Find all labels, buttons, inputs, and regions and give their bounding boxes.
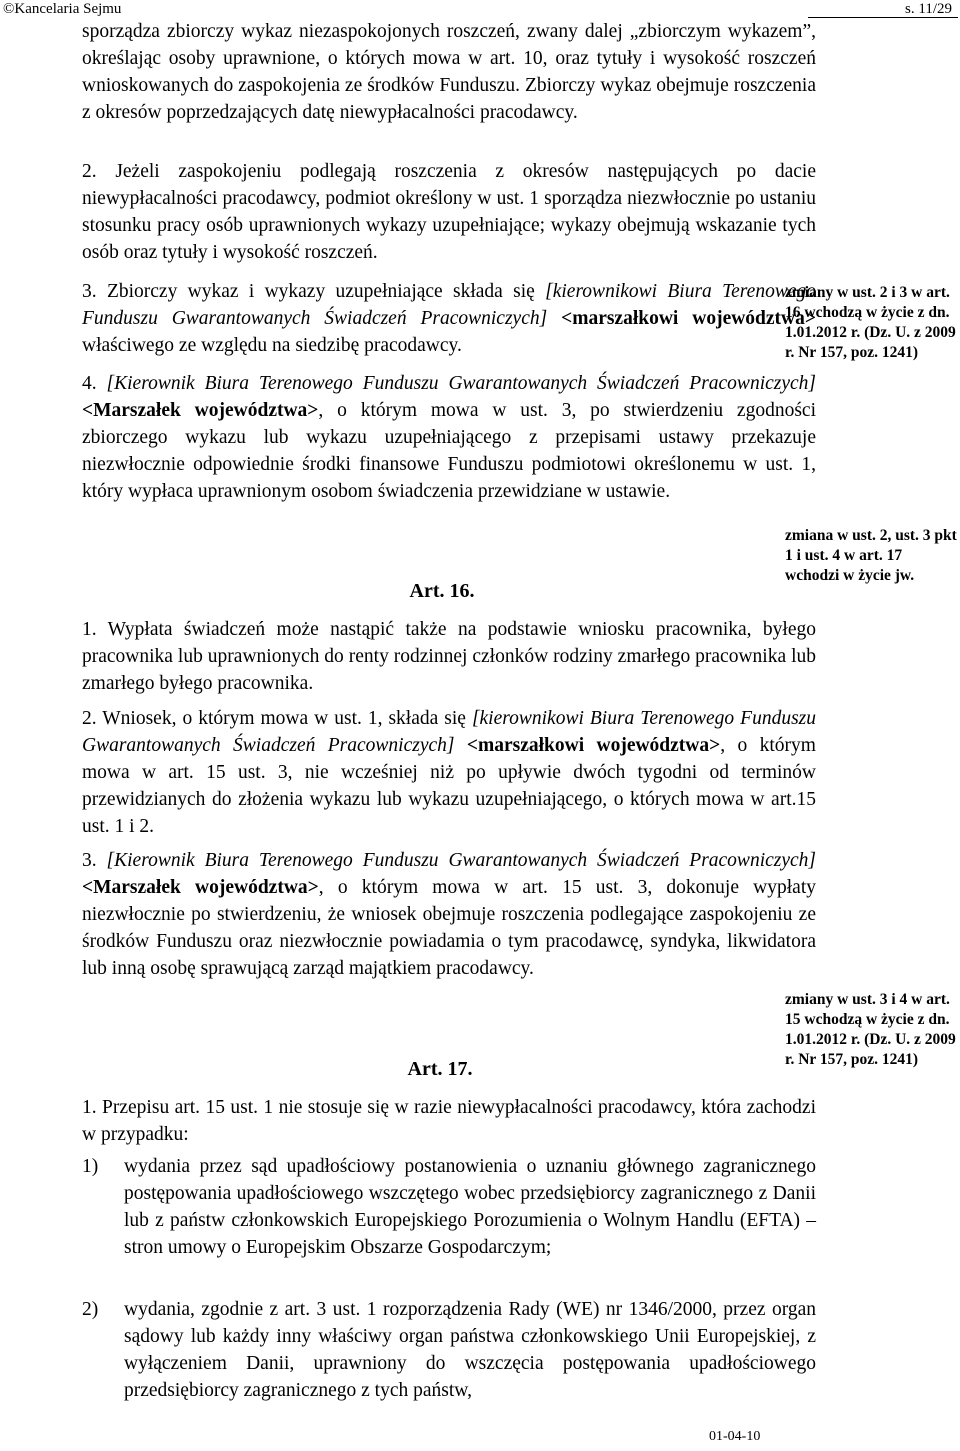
paragraph-art15-ust3-part-b: [kierownikowi Biura Terenowego Funduszu Gwarantowanych Świadczeń Pracowniczych] [82, 281, 816, 329]
paragraph-art16-ust3-part-a: 3. [82, 850, 107, 871]
margin-note: zmiany w ust. 3 i 4 w art. 15 wchodzą w życie z dn. 1.01.2012 r. (Dz. U. z 2009 r. Nr 157, poz. 1241) [785, 991, 956, 1068]
list-item-text: wydania przez sąd upadłościowy postanowienia o uznaniu głównego zagranicznego postępowania upadłościowego wszczętego wobec przedsiębiorcy zagranicznego z Danii lub z państw członkowskich Europejskiego Porozumienia o Wolnym Handlu (EFTA) – stron umowy o Europejskim Obszarze Gospodarczym; [124, 1156, 816, 1258]
paragraph-art16-ust3-part-b: [Kierownik Biura Terenowego Funduszu Gwarantowanych Świadczeń Pracowniczych] [106, 850, 817, 871]
paragraph-continuation: sporządza zbiorczy wykaz niezaspokojonych roszczeń, zwany dalej „zbiorczym wykazem”, określając osoby uprawnione, o których mowa w art. 10, oraz tytuły i wysokość roszczeń wnioskowanych do zaspokojenia ze środków Funduszu. Zbiorczy wykaz obejmuje roszczenia z okresów poprzedzających datę niewypłacalności pracodawcy. [82, 21, 816, 123]
paragraph-art15-ust3-part-a: 3. Zbiorczy wykaz i wykazy uzupełniające składa się [82, 281, 546, 302]
paragraph-art16-ust1: 1. Wypłata świadczeń może nastąpić także na podstawie wniosku pracownika, byłego pracownika lub uprawnionych do renty rodzinnej członków rodziny zmarłego pracownika lub zmarłego byłego pracownika. [82, 619, 816, 694]
paragraph-art15-ust4-part-d: , o którym mowa w ust. 3, po stwierdzeniu zgodności zbiorczego wykazu lub wykazu uzupełniającego z przepisami ustawy przekazuje niezwłocznie odpowiednie środki finansowe Funduszu podmiotowi określonemu w ust. 1, który wypłaca uprawnionym osobom świadczenia przewidziane w ustawie. [82, 400, 816, 502]
paragraph-art16-ust3-part-d: , o którym mowa w art. 15 ust. 3, dokonuje wypłaty niezwłocznie po stwierdzeniu, że wniosek obejmuje roszczenia podlegające zaspokojeniu ze środków Funduszu oraz niezwłocznie powiadamia o tym pracodawcę, syndyka, likwidatora lub inną osobę sprawującą zarząd majątkiem pracodawcy. [82, 877, 816, 979]
paragraph-art17-ust1: 1. Przepisu art. 15 ust. 1 nie stosuje się w razie niewypłacalności pracodawcy, która zachodzi w przypadku: [82, 1097, 816, 1145]
paragraph-art15-ust4-part-b: [Kierownik Biura Terenowego Funduszu Gwarantowanych Świadczeń Pracowniczych] [106, 373, 817, 394]
footer-date: 01-04-10 [709, 1429, 761, 1444]
paragraph-art16-ust3 [82, 847, 816, 982]
margin-note: zmiany w ust. 2 i 3 w art. 16 wchodzą w życie z dn. 1.01.2012 r. (Dz. U. z 2009 r. Nr 157, poz. 1241) [785, 284, 956, 361]
list-item-number: 1) [82, 1156, 99, 1177]
header-copyright: ©Kancelaria Sejmu [3, 1, 122, 17]
paragraph-art15-ust2: 2. Jeżeli zaspokojeniu podlegają roszczenia z okresów następujących po dacie niewypłacalności pracodawcy, podmiot określony w ust. 1 sporządza niezwłocznie po ustaniu stosunku pracy osób uprawnionych wykazy uzupełniające; wykazy obejmują wskazanie tych osób oraz tytuły i wysokość roszczeń. [82, 161, 816, 263]
paragraph-art16-ust2 [82, 705, 816, 840]
article-16-heading: Art. 16. [409, 580, 475, 602]
header-rule [808, 17, 958, 18]
paragraph-art15-ust4-part-a: 4. [82, 373, 107, 394]
paragraph-art15-ust3-part-c: <marszałkowi województwa> [547, 308, 816, 329]
list-item-number: 2) [82, 1299, 99, 1320]
header-page-number: s. 11/29 [905, 1, 952, 17]
paragraph-art15-ust4 [82, 370, 816, 505]
paragraph-art16-ust2-part-d: , o którym mowa w art. 15 ust. 3, nie wcześniej niż po upływie dwóch tygodni od terminów przewidzianych do złożenia wykazu lub wykazu uzupełniającego, o których mowa w art.15 ust. 1 i 2. [82, 735, 816, 837]
paragraph-art16-ust2-part-c: <marszałkowi województwa> [454, 735, 721, 756]
paragraph-art16-ust2-part-b: [kierownikowi Biura Terenowego Funduszu Gwarantowanych Świadczeń Pracowniczych] [82, 708, 816, 756]
paragraph-art16-ust3-part-c: <Marszałek województwa> [82, 877, 319, 898]
paragraph-art15-ust4-part-c: <Marszałek województwa> [82, 400, 319, 421]
paragraph-art16-ust2-part-a: 2. Wniosek, o którym mowa w ust. 1, składa się [82, 708, 472, 729]
margin-note: zmiana w ust. 2, ust. 3 pkt 1 i ust. 4 w art. 17 wchodzi w życie jw. [785, 527, 957, 584]
list-item-text: wydania, zgodnie z art. 3 ust. 1 rozporządzenia Rady (WE) nr 1346/2000, przez organ sądowy lub każdy inny właściwy organ państwa członkowskiego Unii Europejskiej, z wyłączeniem Danii, uprawniony do wszczęcia postępowania upadłościowego przedsiębiorcy zagranicznego z tych państw, [124, 1299, 816, 1401]
paragraph-art15-ust3-part-d: właściwego ze względu na siedzibę pracodawcy. [82, 335, 462, 356]
paragraph-art15-ust3 [82, 278, 816, 359]
article-17-heading: Art. 17. [407, 1058, 473, 1080]
